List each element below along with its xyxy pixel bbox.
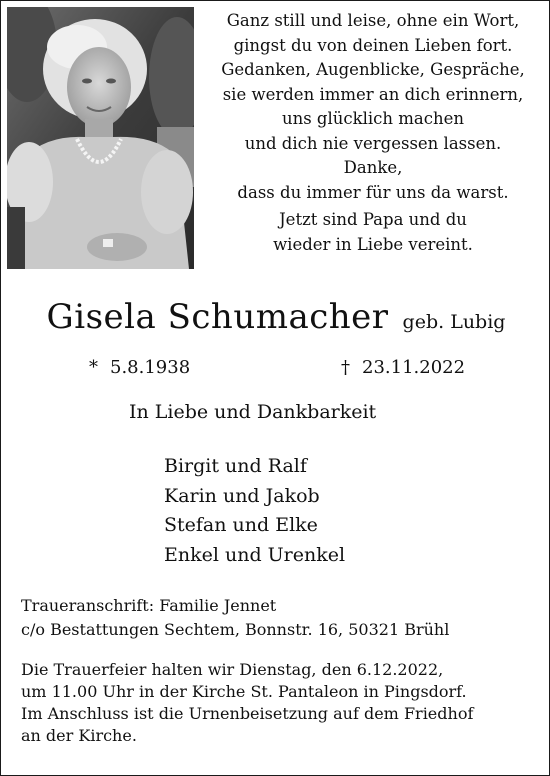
- address-line: Traueranschrift: Familie Jennet: [21, 596, 277, 615]
- mourning-address: [21, 594, 449, 641]
- poem-line: dass du immer für uns da warst.: [237, 182, 509, 202]
- deceased-name-row: [1, 297, 550, 337]
- birth-star-icon: *: [89, 357, 98, 378]
- poem-line: Danke,: [343, 158, 403, 177]
- portrait-photo: [7, 7, 194, 269]
- poem-line: wieder in Liebe vereint.: [273, 234, 473, 254]
- service-line: Im Anschluss ist die Urnenbeisetzung auf dem Friedhof: [21, 704, 474, 723]
- address-line: c/o Bestattungen Sechtem, Bonnstr. 16, 50321 Brühl: [21, 619, 450, 639]
- mourner-name: Birgit und Ralf: [164, 455, 307, 477]
- mourners-list: [164, 452, 345, 570]
- service-line: um 11.00 Uhr in der Kirche St. Pantaleon in Pingsdorf.: [21, 682, 467, 701]
- dedication-text: In Liebe und Dankbarkeit: [129, 401, 377, 423]
- funeral-service-info: [21, 659, 473, 747]
- birth-date-row: [89, 357, 190, 378]
- poem-line: Jetzt sind Papa und du: [279, 210, 467, 229]
- poem-line: uns glücklich machen: [281, 109, 465, 128]
- mourner-name: Stefan und Elke: [164, 514, 318, 536]
- deceased-name: Gisela Schumacher: [46, 297, 389, 337]
- poem-line: und dich nie vergessen lassen.: [244, 133, 502, 153]
- death-date-row: [341, 357, 465, 378]
- service-line: an der Kirche.: [21, 726, 137, 745]
- poem-line: sie werden immer an dich erinnern,: [222, 84, 524, 104]
- poem-line: Gedanken, Augenblicke, Gespräche,: [221, 60, 525, 79]
- death-date: 23.11.2022: [362, 357, 466, 378]
- mourner-name: Karin und Jakob: [164, 484, 320, 507]
- maiden-name: geb. Lubig: [402, 311, 506, 333]
- death-cross-icon: †: [341, 357, 350, 378]
- service-line: Die Trauerfeier halten wir Dienstag, den 6.12.2022,: [21, 660, 444, 679]
- memorial-poem: [197, 9, 549, 257]
- mourner-name: Enkel und Urenkel: [164, 543, 346, 566]
- poem-line: Ganz still und leise, ohne ein Wort,: [226, 11, 520, 30]
- poem-line: gingst du von deinen Lieben fort.: [233, 35, 513, 55]
- birth-date: 5.8.1938: [110, 357, 191, 378]
